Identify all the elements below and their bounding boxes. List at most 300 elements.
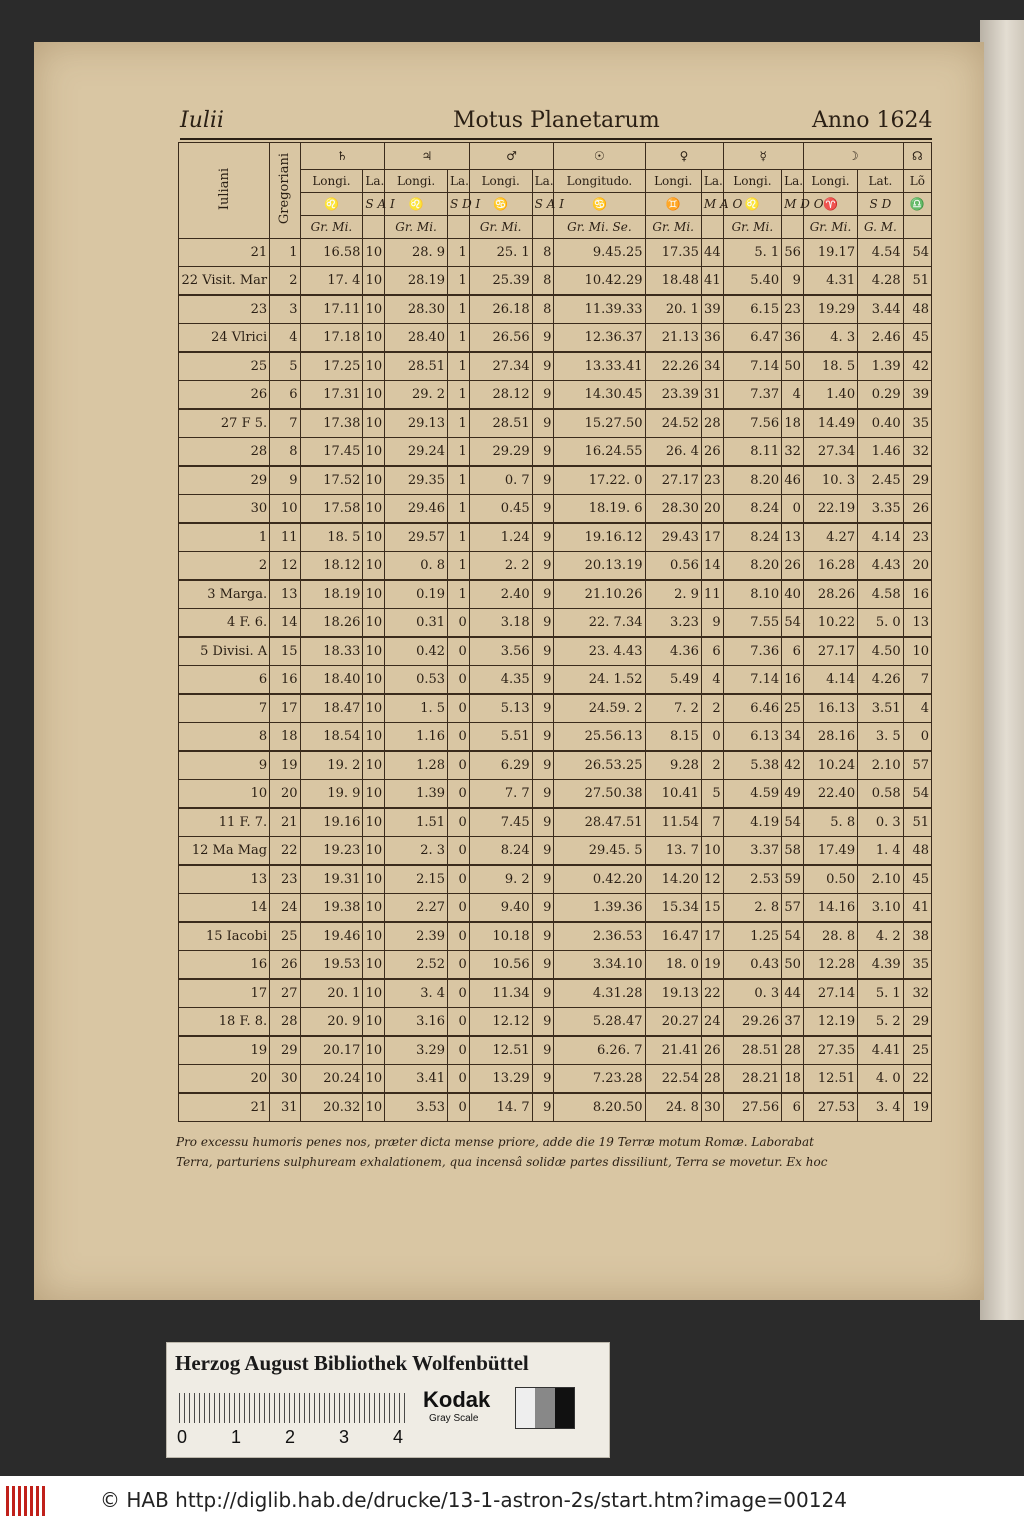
col-head: Longi. [645,170,701,193]
jupiter-icon: ♃ [385,143,470,170]
table-cell: 12.28 [803,950,857,979]
table-cell: 26.18 [469,295,532,324]
table-cell: 10 [363,608,385,637]
table-cell: 9 [532,694,554,723]
table-cell: 39 [903,380,931,409]
table-cell: 9 [532,1064,554,1093]
table-cell: 17.25 [300,352,363,381]
gregorian-day: 27 [270,979,300,1008]
julian-day: 12 Ma Mag [179,836,270,865]
table-cell: 25 [903,1036,931,1065]
gregorian-day: 18 [270,722,300,751]
table-cell: 10 [363,266,385,295]
table-cell: 24 [701,1007,723,1036]
gregorian-day: 30 [270,1064,300,1093]
table-cell: 28.30 [645,494,701,523]
gregorian-day: 3 [270,295,300,324]
table-cell: 1.39 [385,779,448,808]
gregorian-day: 21 [270,808,300,837]
table-cell: 5.40 [723,266,782,295]
unit-head: Gr. Mi. [385,216,448,239]
gregorian-day: 5 [270,352,300,381]
table-cell: 39 [701,295,723,324]
table-cell: 26.53.25 [554,751,645,780]
table-row [179,1036,932,1065]
julian-day: 21 [179,239,270,267]
table-cell: 4.36 [645,637,701,666]
table-cell: 9 [782,266,804,295]
table-cell: 8.24 [469,836,532,865]
table-cell: 5.13 [469,694,532,723]
unit-head [532,216,554,239]
julian-day: 24 Vlrici [179,323,270,352]
table-row [179,893,932,922]
table-cell: 8 [532,239,554,267]
table-cell: 2. 8 [723,893,782,922]
table-cell: 0.40 [858,409,904,438]
table-cell: 1.39.36 [554,893,645,922]
gregorian-day: 13 [270,580,300,609]
table-cell: 28 [782,1036,804,1065]
table-cell: 27.56 [723,1093,782,1122]
table-cell: 19.38 [300,893,363,922]
col-head: La. [701,170,723,193]
table-cell: 42 [903,352,931,381]
table-cell: 19.46 [300,922,363,951]
table-cell: 3.51 [858,694,904,723]
table-row [179,836,932,865]
header-title: Motus Planetarum [453,108,660,133]
gregorian-day: 23 [270,865,300,894]
table-cell: 8.10 [723,580,782,609]
mars-icon: ♂ [469,143,554,170]
table-cell: 35 [903,409,931,438]
table-cell: 9.45.25 [554,239,645,267]
gregorian-day: 28 [270,1007,300,1036]
table-cell: 17. 4 [300,266,363,295]
table-cell: 10 [363,808,385,837]
table-cell: 9 [532,1007,554,1036]
table-cell: 17.52 [300,466,363,495]
table-cell: 9 [532,323,554,352]
table-cell: 28.16 [803,722,857,751]
table-cell: 0 [448,1036,470,1065]
table-cell: 29.26 [723,1007,782,1036]
gregorian-day: 20 [270,779,300,808]
table-cell: 27.34 [469,352,532,381]
table-cell: 5.38 [723,751,782,780]
table-cell: 13. 7 [645,836,701,865]
table-cell: 12.51 [469,1036,532,1065]
table-cell: 54 [903,779,931,808]
table-cell: 17 [701,523,723,552]
table-cell: 5. 8 [803,808,857,837]
table-cell: 27.17 [803,637,857,666]
ruler-number: 4 [393,1427,404,1447]
table-cell: 28.51 [385,352,448,381]
julian-day: 16 [179,950,270,979]
table-cell: 11 [701,580,723,609]
table-cell: 1 [448,551,470,580]
table-cell: 19.23 [300,836,363,865]
unit-head [701,216,723,239]
table-cell: 11.34 [469,979,532,1008]
table-cell: 17.31 [300,380,363,409]
sign-head: S A I [363,193,385,216]
table-cell: 9 [532,865,554,894]
table-cell: 5 [701,779,723,808]
col-head: La. [782,170,804,193]
table-cell: 2.27 [385,893,448,922]
table-cell: 2.45 [858,466,904,495]
table-cell: 17 [701,922,723,951]
gregorian-day: 2 [270,266,300,295]
table-cell: 18.54 [300,722,363,751]
table-cell: 4.59 [723,779,782,808]
table-cell: 4 [782,380,804,409]
table-cell: 7 [903,665,931,694]
table-row [179,922,932,951]
table-cell: 1 [448,523,470,552]
table-row [179,608,932,637]
table-cell: 28.51 [723,1036,782,1065]
table-cell: 16.28 [803,551,857,580]
table-cell: 20.24 [300,1064,363,1093]
table-cell: 5.28.47 [554,1007,645,1036]
table-row [179,779,932,808]
table-cell: 27.53 [803,1093,857,1122]
table-cell: 10 [363,836,385,865]
julian-day: 18 F. 8. [179,1007,270,1036]
table-cell: 27.35 [803,1036,857,1065]
header-month: Iulii [180,108,224,133]
table-cell: 10 [363,1007,385,1036]
table-cell: 0 [448,1093,470,1122]
table-cell: 18.48 [645,266,701,295]
table-cell: 0.53 [385,665,448,694]
table-cell: 21.13 [645,323,701,352]
table-cell: 42 [782,751,804,780]
table-cell: 29.43 [645,523,701,552]
table-cell: 2.52 [385,950,448,979]
table-cell: 3. 5 [858,722,904,751]
table-cell: 41 [701,266,723,295]
library-title: Herzog August Bibliothek Wolfenbüttel [175,1351,529,1375]
table-cell: 56 [782,239,804,267]
table-cell: 4.26 [858,665,904,694]
ruler-number: 3 [339,1427,350,1447]
table-cell: 9 [532,437,554,466]
gregorian-day: 10 [270,494,300,523]
unit-head: G. M. [858,216,904,239]
table-cell: 54 [903,239,931,267]
table-cell: 29.45. 5 [554,836,645,865]
ephemeris-table [178,142,932,1122]
julian-day: 26 [179,380,270,409]
table-cell: 6 [782,1093,804,1122]
table-cell: 9 [532,523,554,552]
table-cell: 9 [532,608,554,637]
col-head: Longi. [385,170,448,193]
table-cell: 4. 0 [858,1064,904,1093]
table-cell: 35 [903,950,931,979]
col-head: La. [448,170,470,193]
table-cell: 1.39 [858,352,904,381]
gregorian-day: 25 [270,922,300,951]
table-cell: 54 [782,808,804,837]
table-cell: 54 [782,608,804,637]
table-cell: 8.24 [723,523,782,552]
table-cell: 0.56 [645,551,701,580]
table-cell: 8 [532,266,554,295]
table-cell: 26 [701,437,723,466]
table-cell: 4 [701,665,723,694]
table-cell: 9 [532,466,554,495]
table-cell: 9.28 [645,751,701,780]
table-cell: 2.39 [385,922,448,951]
table-cell: 10 [363,637,385,666]
table-cell: 17.45 [300,437,363,466]
col-head: Longi. [723,170,782,193]
table-cell: 2. 3 [385,836,448,865]
table-cell: 19.53 [300,950,363,979]
table-row [179,352,932,381]
table-cell: 18.33 [300,637,363,666]
table-cell: 29.57 [385,523,448,552]
table-cell: 22 [903,1064,931,1093]
table-cell: 28 [701,1064,723,1093]
table-cell: 28 [701,409,723,438]
table-cell: 10 [363,1064,385,1093]
header-rule [180,138,932,140]
table-cell: 3.23 [645,608,701,637]
table-cell: 9 [532,665,554,694]
julian-day: 10 [179,779,270,808]
table-cell: 5. 0 [858,608,904,637]
table-cell: 0 [448,893,470,922]
table-cell: 1 [448,580,470,609]
table-cell: 14.16 [803,893,857,922]
table-cell: 18 [782,409,804,438]
table-cell: 7.14 [723,665,782,694]
lunar-node-icon: ☊ [903,143,931,170]
julian-day: 25 [179,352,270,381]
table-cell: 2.40 [469,580,532,609]
table-cell: 24.59. 2 [554,694,645,723]
table-cell: 3.35 [858,494,904,523]
table-cell: 40 [782,580,804,609]
table-cell: 9 [532,836,554,865]
table-cell: 16.47 [645,922,701,951]
table-cell: 10 [363,779,385,808]
table-cell: 9 [532,580,554,609]
sun-icon: ☉ [554,143,645,170]
table-row [179,523,932,552]
table-cell: 13.29 [469,1064,532,1093]
table-cell: 18. 5 [300,523,363,552]
table-cell: 34 [701,352,723,381]
table-cell: 0 [448,608,470,637]
table-cell: 23 [903,523,931,552]
table-cell: 32 [903,979,931,1008]
table-cell: 3.29 [385,1036,448,1065]
col-head: La. [363,170,385,193]
gregorian-day: 14 [270,608,300,637]
ruler-number: 2 [285,1427,296,1447]
table-cell: 0.58 [858,779,904,808]
table-cell: 10.41 [645,779,701,808]
table-cell: 23.39 [645,380,701,409]
julian-day: 15 Iacobi [179,922,270,951]
table-cell: 0 [448,808,470,837]
table-cell: 19 [903,1093,931,1122]
table-cell: 1 [448,380,470,409]
table-cell: 19. 9 [300,779,363,808]
table-cell: 10 [363,580,385,609]
table-cell: 45 [903,323,931,352]
ruler-number: 1 [231,1427,242,1447]
table-cell: 10 [701,836,723,865]
table-row [179,323,932,352]
table-cell: 4.50 [858,637,904,666]
table-cell: 23 [701,466,723,495]
table-cell: 20 [701,494,723,523]
table-cell: 22.26 [645,352,701,381]
table-row [179,437,932,466]
table-cell: 3.18 [469,608,532,637]
table-cell: 0 [448,694,470,723]
table-cell: 18. 0 [645,950,701,979]
table-cell: 25 [782,694,804,723]
table-cell: 1 [448,352,470,381]
julian-day: 28 [179,437,270,466]
table-cell: 48 [903,295,931,324]
table-cell: 9 [532,979,554,1008]
table-cell: 28.21 [723,1064,782,1093]
table-cell: 14. 7 [469,1093,532,1122]
table-cell: 51 [903,808,931,837]
table-cell: 6.26. 7 [554,1036,645,1065]
table-row [179,1093,932,1122]
table-cell: 21.10.26 [554,580,645,609]
table-cell: 20. 9 [300,1007,363,1036]
table-cell: 24. 8 [645,1093,701,1122]
table-cell: 18.26 [300,608,363,637]
copyright-text: © HAB http://diglib.hab.de/drucke/13-1-astron-2s/start.htm?image=00124 [100,1488,847,1512]
table-cell: 0.50 [803,865,857,894]
kodak-logo: Kodak [423,1387,491,1412]
table-cell: 28. 9 [385,239,448,267]
table-cell: 10 [363,352,385,381]
table-cell: 3.16 [385,1007,448,1036]
table-cell: 14.49 [803,409,857,438]
table-cell: 44 [701,239,723,267]
table-cell: 8.24 [723,494,782,523]
gregorian-day: 1 [270,239,300,267]
table-cell: 10 [363,523,385,552]
table-cell: 0 [903,722,931,751]
julian-day: 27 F 5. [179,409,270,438]
col-head: La. [532,170,554,193]
table-cell: 19.16 [300,808,363,837]
sign-head: ♌ [385,193,448,216]
table-cell: 25.39 [469,266,532,295]
table-cell: 4.35 [469,665,532,694]
table-cell: 0 [448,865,470,894]
table-cell: 2.10 [858,751,904,780]
table-cell: 17.18 [300,323,363,352]
table-cell: 15.34 [645,893,701,922]
table-cell: 0.45 [469,494,532,523]
table-cell: 36 [782,323,804,352]
table-cell: 4.58 [858,580,904,609]
table-row [179,266,932,295]
table-cell: 4.31.28 [554,979,645,1008]
table-cell: 26 [701,1036,723,1065]
julian-day: 8 [179,722,270,751]
table-cell: 16.13 [803,694,857,723]
table-cell: 10 [363,950,385,979]
ruler-number: 0 [177,1427,188,1447]
table-cell: 14.30.45 [554,380,645,409]
table-row [179,722,932,751]
sign-head: ♋ [554,193,645,216]
table-cell: 9 [532,893,554,922]
table-cell: 6 [782,637,804,666]
table-row [179,979,932,1008]
table-cell: 20.32 [300,1093,363,1122]
table-cell: 7.37 [723,380,782,409]
table-cell: 59 [782,865,804,894]
table-cell: 0 [448,922,470,951]
table-cell: 28.40 [385,323,448,352]
table-cell: 4.14 [858,523,904,552]
table-row [179,466,932,495]
table-cell: 2 [701,694,723,723]
table-cell: 3. 4 [385,979,448,1008]
table-cell: 10 [363,323,385,352]
table-cell: 0 [448,722,470,751]
table-cell: 0.42 [385,637,448,666]
table-cell: 4.43 [858,551,904,580]
table-cell: 1.28 [385,751,448,780]
julian-day: 2 [179,551,270,580]
julian-day: 20 [179,1064,270,1093]
table-cell: 25.56.13 [554,722,645,751]
table-row [179,808,932,837]
gray-scale-label: Gray Scale [429,1413,479,1424]
table-cell: 3. 4 [858,1093,904,1122]
table-row [179,239,932,267]
table-cell: 10 [363,893,385,922]
sign-head: ♌ [300,193,363,216]
col-head: Lat. [858,170,904,193]
table-cell: 58 [782,836,804,865]
julian-day: 30 [179,494,270,523]
julian-day: 17 [179,979,270,1008]
table-cell: 29. 2 [385,380,448,409]
library-color-card [166,1342,610,1458]
sign-head: ♌ [723,193,782,216]
table-cell: 9 [701,608,723,637]
table-cell: 6.29 [469,751,532,780]
table-cell: 26.56 [469,323,532,352]
julian-day: 13 [179,865,270,894]
table-cell: 30 [701,1093,723,1122]
table-cell: 0 [448,751,470,780]
table-cell: 8.20 [723,551,782,580]
table-cell: 0 [448,1007,470,1036]
